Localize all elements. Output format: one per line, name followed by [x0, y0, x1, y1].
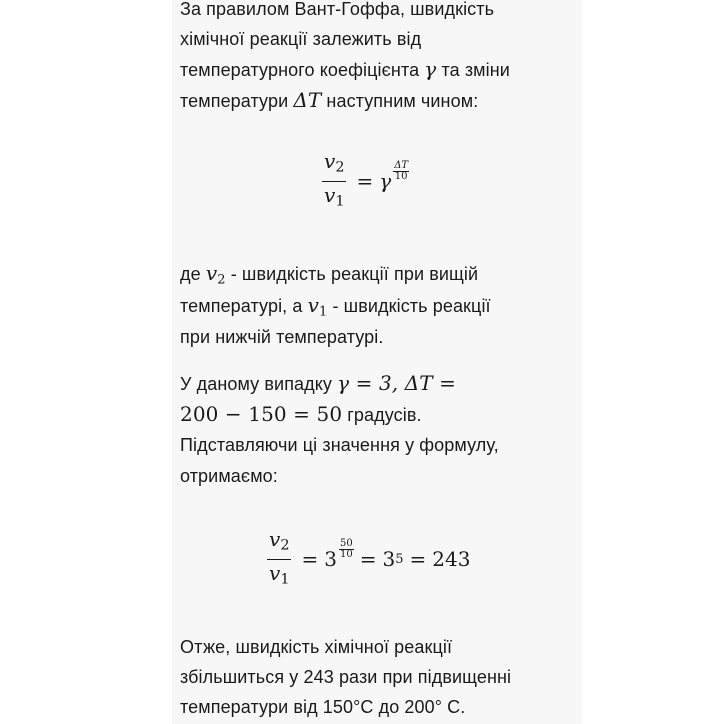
conclusion-line-3: температури від 150°C до 200° C.	[180, 697, 466, 717]
case-line-2: 200 − 150 = 50 градусів.	[180, 402, 422, 426]
result-value: 243	[432, 547, 471, 572]
calculation-formula: $\frac{v_2}{v_1}$ = 3 $\frac{50}{10}$ = 3 5 = 243	[263, 528, 470, 590]
intro-line-1: За правилом Вант-Гоффа, швидкість	[180, 0, 495, 19]
definition-line-1: де $v_2$ - швидкість реакції при вищій	[180, 261, 479, 288]
rate-ratio-fraction: $\frac{v_2}{v_1}$	[324, 149, 345, 210]
case-line-4: отримаємо:	[180, 466, 278, 486]
conclusion-line-1: Отже, швидкість хімічної реакції	[180, 637, 453, 657]
intro-line-3: температурного коефіцієнта γ та зміни	[180, 57, 510, 81]
definition-line-2: температурі, а $v_1$ - швидкість реакції	[180, 293, 491, 320]
rate-ratio-fraction-2: $\frac{v_2}{v_1}$	[269, 527, 290, 588]
exponent-fraction-2: $\frac{50}{10}$	[339, 537, 353, 560]
intro-line-2: хімічної реакції залежить від	[180, 29, 422, 49]
gamma-symbol: γ	[424, 57, 437, 81]
vant-hoff-formula: $\frac{v_2}{v_1}$ = γ ΔT 10	[318, 150, 409, 212]
case-line-1: У даному випадку γ = 3, ΔT =	[180, 371, 457, 395]
intro-line-4: температури ΔT наступним чином:	[180, 88, 479, 112]
exponent-fraction: ΔT 10	[394, 159, 409, 182]
case-line-3: Підставляючи ці значення у формулу,	[180, 435, 499, 455]
conclusion-line-2: збільшиться у 243 рази при підвищенні	[180, 667, 512, 687]
delta-t-symbol: ΔT	[293, 88, 322, 112]
definition-line-3: при нижчій температурі.	[180, 327, 384, 347]
